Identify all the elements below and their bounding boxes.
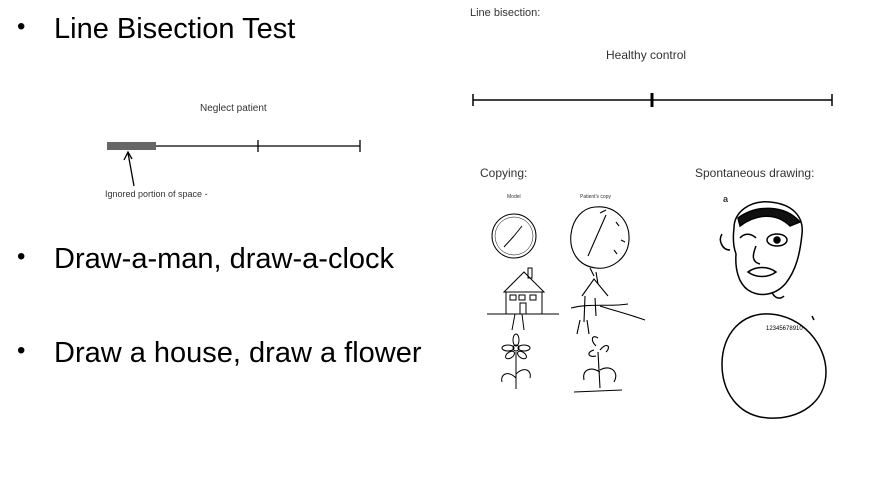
healthy-control-label: Healthy control: [606, 48, 687, 62]
ignored-segment: [107, 142, 156, 150]
spontaneous-drawing-heading: Spontaneous drawing:: [695, 166, 815, 180]
bullet-dot: •: [17, 243, 26, 270]
panel-letter: a: [723, 194, 729, 204]
neglect-line-figure: [107, 140, 360, 186]
spontaneous-clock-drawing: [722, 314, 826, 418]
patient-house-drawing: [571, 272, 645, 334]
clock-digits-text: 12345678910: [766, 326, 803, 332]
face-drawing: [720, 202, 802, 298]
bullet-dot: •: [17, 337, 26, 364]
model-label: Model: [507, 194, 521, 200]
healthy-line-figure: [473, 93, 832, 107]
model-clock-drawing: [492, 214, 536, 258]
patient-copy-label: Patient's copy: [580, 194, 611, 200]
patient-clock-drawing: [571, 207, 629, 276]
line-bisection-heading: Line bisection:: [470, 7, 541, 19]
copying-heading: Copying:: [480, 166, 528, 180]
bullet-text: Draw-a-man, draw-a-clock: [54, 243, 395, 275]
ignored-space-annotation: Ignored portion of space -: [105, 189, 208, 199]
bullet-text: Line Bisection Test: [54, 13, 296, 45]
neglect-title: Neglect patient: [200, 103, 267, 114]
bullet-dot: •: [17, 13, 26, 40]
model-house-drawing: [487, 268, 559, 330]
patient-flower-drawing: [574, 337, 622, 392]
model-flower-drawing: [502, 334, 531, 389]
bullet-text: Draw a house, draw a flower: [54, 337, 422, 369]
